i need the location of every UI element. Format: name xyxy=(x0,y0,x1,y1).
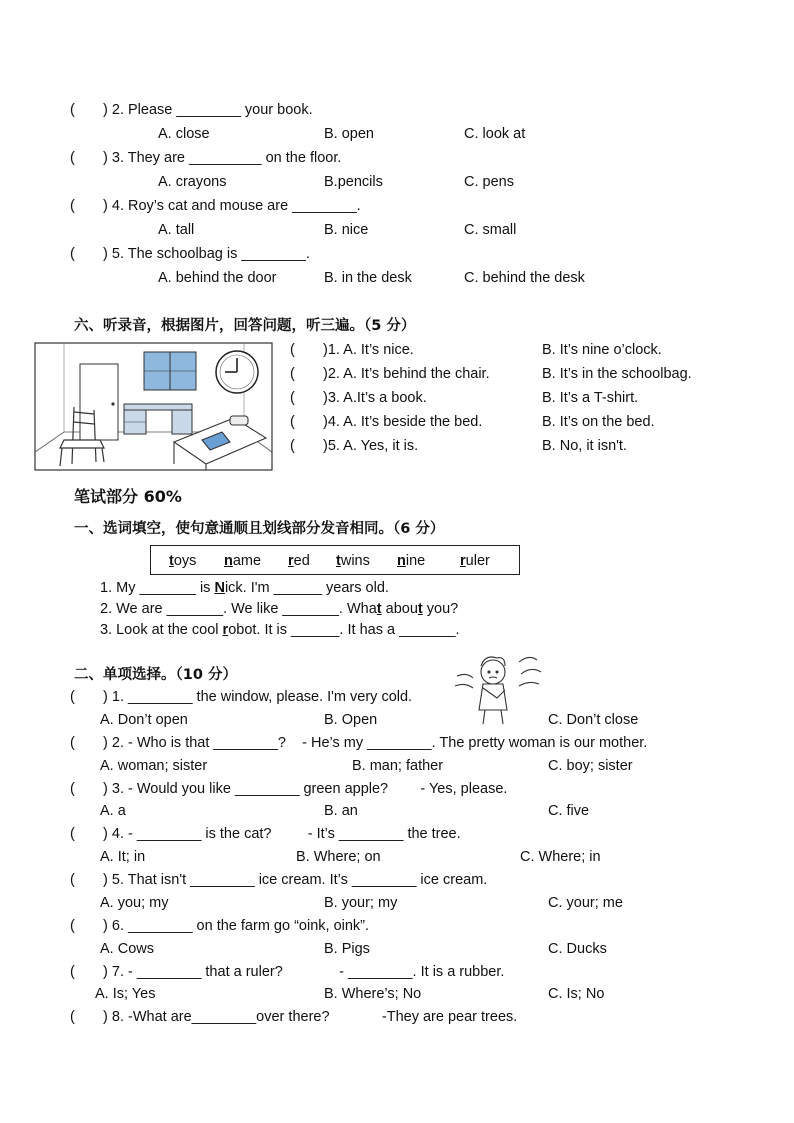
option-c: C. Don’t close xyxy=(548,712,639,728)
option-a: A. behind the door xyxy=(158,270,277,286)
option-a: A. Cows xyxy=(100,941,154,957)
listen-question-1: ( )1. A. It’s nice. xyxy=(290,342,414,358)
option-b: B. It’s in the schoolbag. xyxy=(542,366,692,382)
option-b: B. man; father xyxy=(352,758,444,774)
option-b: B. Where; on xyxy=(296,849,381,865)
fill-sentence-3: 3. Look at the cool robot. It is ______. It has a _______. xyxy=(100,622,460,638)
word-red: red xyxy=(288,553,310,569)
listen-question-3: ( )3. A.It’s a book. xyxy=(290,390,427,406)
cold-boy-illustration xyxy=(453,652,545,728)
choice-question-1: ( ) 1. ________ the window, please. I'm very cold. xyxy=(70,689,413,705)
written-part-title: 笔试部分 60% xyxy=(74,487,182,506)
option-a: A. tall xyxy=(158,222,195,238)
option-c: C. behind the desk xyxy=(464,270,585,286)
option-b: B. open xyxy=(324,126,374,142)
option-c: C. Where; in xyxy=(520,849,601,865)
option-b: B. Pigs xyxy=(324,941,370,957)
choice-question-3: ( ) 3. - Would you like ________ green apple? - Yes, please. xyxy=(70,781,508,797)
choice-question-5: ( ) 5. That isn't ________ ice cream. It’s ________ ice cream. xyxy=(70,872,488,888)
option-c: C. five xyxy=(548,803,590,819)
option-b: B. It’s on the bed. xyxy=(542,414,655,430)
choice-question-6: ( ) 6. ________ on the farm go “oink, oink”. xyxy=(70,918,370,934)
word-ruler: ruler xyxy=(460,553,490,569)
fill-sentence-2: 2. We are _______. We like _______. What about you? xyxy=(100,601,459,617)
option-b: B. No, it isn't. xyxy=(542,438,627,454)
listen-question-5: ( )5. A. Yes, it is. xyxy=(290,438,419,454)
option-c: C. Ducks xyxy=(548,941,607,957)
choice-question-4: ( ) 4. - ________ is the cat? - It’s ________ the tree. xyxy=(70,826,461,842)
choice-question-2: ( ) 2. - Who is that ________? - He’s my ________. The pretty woman is our mother. xyxy=(70,735,648,751)
choice-question-7: ( ) 7. - ________ that a ruler? - ________. It is a rubber. xyxy=(70,964,505,980)
word-bank xyxy=(150,545,520,575)
option-a: A. Don’t open xyxy=(100,712,188,728)
option-b: B. nice xyxy=(324,222,369,238)
option-a: A. Is; Yes xyxy=(95,986,156,1002)
choice-question-8: ( ) 8. -What are________over there? -They are pear trees. xyxy=(70,1009,518,1025)
question-2: ( ) 2. Please ________ your book. xyxy=(70,102,313,118)
option-c: C. Is; No xyxy=(548,986,605,1002)
section-6-title: 六、听录音，根据图片，回答问题，听三遍。（5 分） xyxy=(74,318,416,334)
question-3: ( ) 3. They are _________ on the floor. xyxy=(70,150,342,166)
option-a: A. woman; sister xyxy=(100,758,208,774)
option-b: B. your; my xyxy=(324,895,398,911)
option-b: B. Open xyxy=(324,712,378,728)
option-b: B. It’s a T-shirt. xyxy=(542,390,639,406)
question-4: ( ) 4. Roy’s cat and mouse are ________. xyxy=(70,198,361,214)
fill-sentence-1: 1. My _______ is Nick. I'm ______ years old. xyxy=(100,580,389,596)
question-5: ( ) 5. The schoolbag is ________. xyxy=(70,246,310,262)
option-c: C. small xyxy=(464,222,517,238)
option-c: C. look at xyxy=(464,126,526,142)
word-twins: twins xyxy=(336,553,370,569)
option-a: A. you; my xyxy=(100,895,169,911)
listen-question-2: ( )2. A. It’s behind the chair. xyxy=(290,366,490,382)
bedroom-illustration xyxy=(34,342,274,472)
option-a: A. crayons xyxy=(158,174,227,190)
option-a: A. It; in xyxy=(100,849,146,865)
listen-question-4: ( )4. A. It’s beside the bed. xyxy=(290,414,483,430)
option-c: C. pens xyxy=(464,174,514,190)
clock-icon xyxy=(216,351,258,393)
option-a: A. close xyxy=(158,126,210,142)
part-1-title: 一、选词填空，使句意通顺且划线部分发音相同。（6 分） xyxy=(74,521,445,537)
option-b: B. in the desk xyxy=(324,270,412,286)
option-b: B. Where’s; No xyxy=(324,986,422,1002)
option-b: B. an xyxy=(324,803,358,819)
option-a: A. a xyxy=(100,803,126,819)
word-toys: toys xyxy=(169,553,197,569)
word-name: name xyxy=(224,553,262,569)
option-b: B.pencils xyxy=(324,174,383,190)
option-c: C. boy; sister xyxy=(548,758,633,774)
word-nine: nine xyxy=(397,553,426,569)
part-2-title: 二、单项选择。（10 分） xyxy=(74,667,237,683)
option-b: B. It’s nine o’clock. xyxy=(542,342,662,358)
option-c: C. your; me xyxy=(548,895,623,911)
